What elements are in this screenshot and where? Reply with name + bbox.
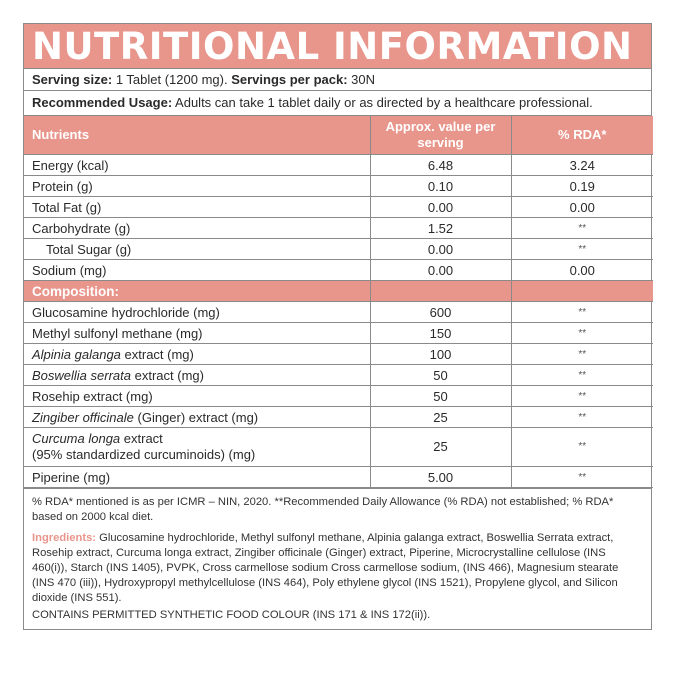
nutrition-panel [23, 23, 652, 630]
table-header-row [24, 116, 653, 155]
composition-value: 50 [370, 386, 511, 407]
composition-name: Zingiber officinale (Ginger) extract (mg) [24, 407, 370, 428]
table-row [24, 260, 653, 281]
usage-label: Recommended Usage: [32, 95, 173, 110]
ingredients-label: Ingredients: [32, 532, 97, 544]
composition-header-row [24, 281, 653, 302]
panel-title: NUTRITIONAL INFORMATION [24, 24, 651, 69]
nutrient-value: 6.48 [370, 155, 511, 176]
composition-value: 25 [370, 428, 511, 467]
table-row [24, 323, 653, 344]
composition-rda: ** [511, 467, 653, 488]
table-row [24, 386, 653, 407]
ingredients [32, 531, 643, 606]
composition-spacer [370, 281, 511, 302]
composition-value: 150 [370, 323, 511, 344]
composition-value: 50 [370, 365, 511, 386]
table-row [24, 239, 653, 260]
nutrient-value: 0.00 [370, 239, 511, 260]
composition-name: Rosehip extract (mg) [24, 386, 370, 407]
nutrient-rda: 3.24 [511, 155, 653, 176]
colour-note: CONTAINS PERMITTED SYNTHETIC FOOD COLOUR (INS 171 & INS 172(ii)). [32, 609, 431, 621]
serving-size-value: 1 Tablet (1200 mg). [112, 72, 232, 87]
nutrient-name: Energy (kcal) [24, 155, 370, 176]
composition-rda: ** [511, 302, 653, 323]
composition-rda: ** [511, 365, 653, 386]
serving-info [24, 69, 651, 91]
nutrient-name: Total Sugar (g) [24, 239, 370, 260]
servings-per-pack-value: 30N [347, 72, 375, 87]
composition-name: Alpinia galanga extract (mg) [24, 344, 370, 365]
nutrient-rda: 0.00 [511, 260, 653, 281]
header-nutrients: Nutrients [24, 116, 370, 155]
nutrient-value: 0.00 [370, 197, 511, 218]
composition-rda: ** [511, 386, 653, 407]
composition-value: 5.00 [370, 467, 511, 488]
composition-name: Piperine (mg) [24, 467, 370, 488]
nutrient-name: Carbohydrate (g) [24, 218, 370, 239]
rda-note: % RDA* mentioned is as per ICMR – NIN, 2020. **Recommended Daily Allowance (% RDA) not established; % RDA* based on 2000 kcal diet. [32, 496, 614, 523]
table-row [24, 176, 653, 197]
nutrient-value: 0.10 [370, 176, 511, 197]
table-row [24, 302, 653, 323]
table-row [24, 365, 653, 386]
nutrient-value: 1.52 [370, 218, 511, 239]
composition-label: Composition: [24, 281, 370, 302]
header-rda: % RDA* [511, 116, 653, 155]
footnotes [24, 488, 651, 629]
servings-per-pack-label: Servings per pack: [231, 72, 348, 87]
recommended-usage [24, 91, 651, 116]
composition-rda: ** [511, 323, 653, 344]
serving-size-label: Serving size: [32, 72, 113, 87]
header-value: Approx. value per serving [370, 116, 511, 155]
composition-value: 600 [370, 302, 511, 323]
usage-text: Adults can take 1 tablet daily or as directed by a healthcare professional. [172, 95, 593, 110]
table-row [24, 344, 653, 365]
nutrient-rda: ** [511, 239, 653, 260]
table-row [24, 155, 653, 176]
composition-rda: ** [511, 344, 653, 365]
table-row [24, 197, 653, 218]
table-row [24, 428, 653, 467]
table-row [24, 407, 653, 428]
composition-rda: ** [511, 407, 653, 428]
nutrient-value: 0.00 [370, 260, 511, 281]
table-row [24, 218, 653, 239]
nutrition-table [24, 116, 653, 488]
nutrient-name: Total Fat (g) [24, 197, 370, 218]
composition-name: Boswellia serrata extract (mg) [24, 365, 370, 386]
table-row [24, 467, 653, 488]
composition-spacer [511, 281, 653, 302]
composition-name: Methyl sulfonyl methane (mg) [24, 323, 370, 344]
nutrient-name: Sodium (mg) [24, 260, 370, 281]
composition-name: Glucosamine hydrochloride (mg) [24, 302, 370, 323]
nutrient-rda: 0.19 [511, 176, 653, 197]
composition-name: Curcuma longa extract (95% standardized curcuminoids) (mg) [24, 428, 370, 467]
composition-value: 100 [370, 344, 511, 365]
nutrient-rda: ** [511, 218, 653, 239]
composition-rda: ** [511, 428, 653, 467]
ingredients-text: Glucosamine hydrochloride, Methyl sulfonyl methane, Alpinia galanga extract, Boswellia Serrata extract, Rosehip extract, Curcuma longa extract, Zingiber officinale (Ginger) extract, Piperine, Microcrystalline cellulose (INS 460(i)), Starch (INS 1405), PVPK, Cross carmellose sodium Cross carmellose sodium, (INS 466), Magnesium stearate (INS 470 (iii)), Hydroxypropyl methylcellulose (INS 464), Poly ethylene glycol (INS 1521), Propylene glycol, and Silicon dioxide (INS 551). [32, 532, 619, 604]
nutrient-name: Protein (g) [24, 176, 370, 197]
nutrient-rda: 0.00 [511, 197, 653, 218]
composition-value: 25 [370, 407, 511, 428]
